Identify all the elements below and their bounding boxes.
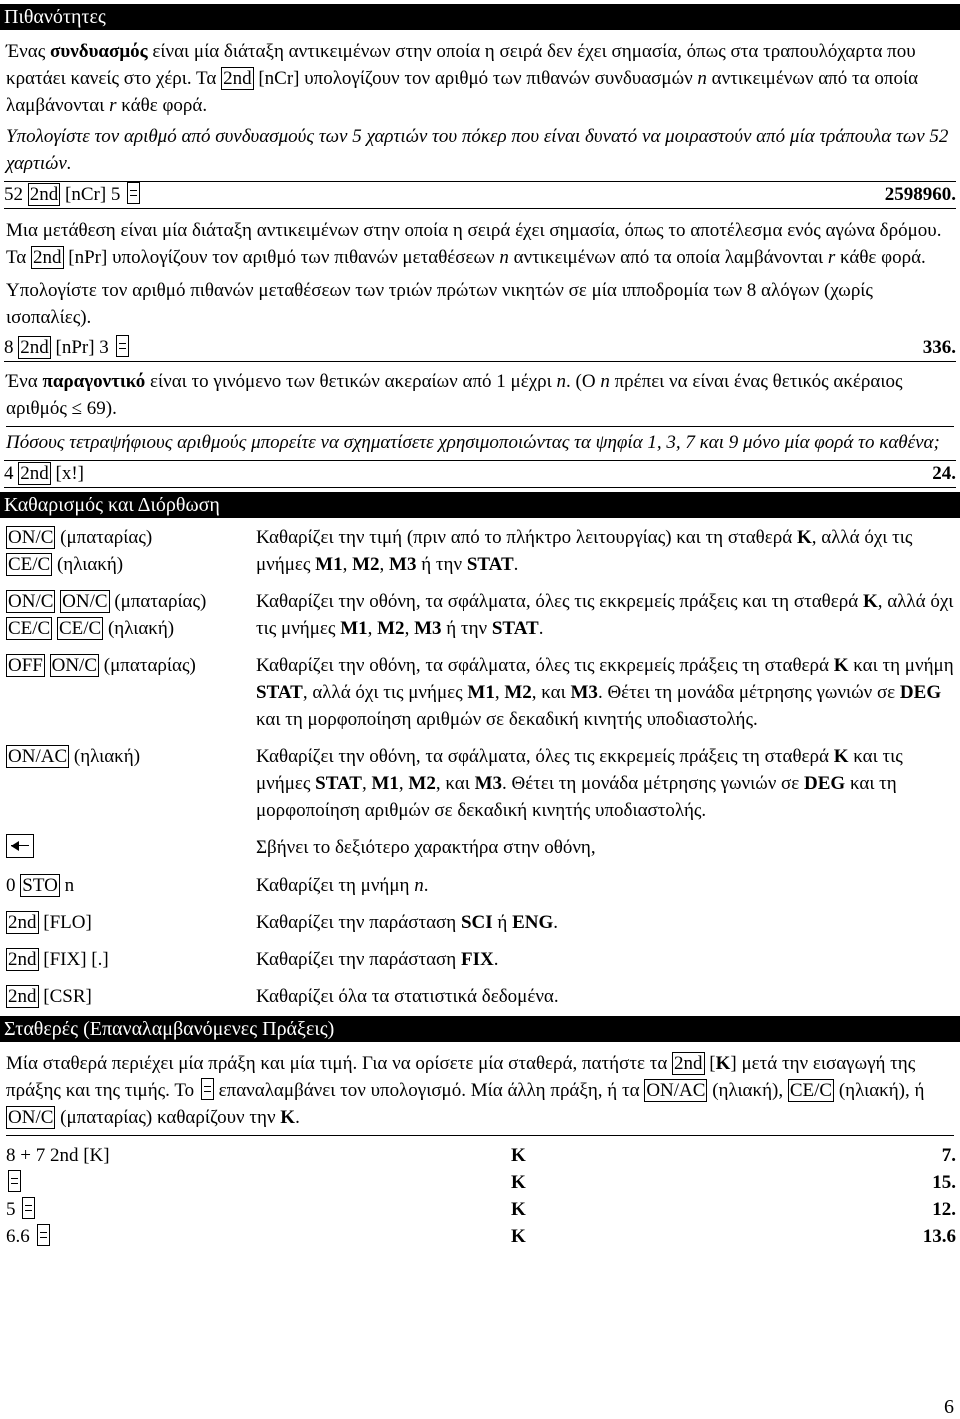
permutation-paragraph: Μια μετάθεση είναι μία διάταξη αντικειμένων στην οποία η σειρά έχει σημασία, όπως το αποτέλεσμα ενός αγώνα δρόμου. Τα 2nd [nPr] υπολογίζουν τον αριθμό των πιθανών μεταθέσεων n αντικειμένων από τα οποία λαμβάνονται r κάθε φορά. — [6, 220, 942, 268]
calc-result: 24. — [932, 463, 956, 484]
key-on-c: ON/C — [51, 655, 98, 676]
backspace-arrow-icon — [6, 834, 34, 858]
factorial-paragraph: Ένα παραγοντικό είναι το γινόμενο των θετικών ακεραίων από 1 μέχρι n. (Ο n πρέπει να είναι ένας θετικός ακέραιος αριθμός ≤ 69). — [6, 371, 903, 419]
clear-row-description: Καθαρίζει τη μνήμη n. — [256, 875, 429, 896]
clear-row: 2nd [FLO] Καθαρίζει την παράσταση SCI ή ENG. — [6, 909, 956, 936]
clear-row: ON/AC (ηλιακή) Καθαρίζει την οθόνη, τα σφάλματα, όλες τις εκκρεμείς πράξεις τη σταθερά K και τις μνήμες STAT, M1, M2, και M3. Θέτει τη μονάδα μέτρησης γωνιών σε DEG και τη μορφοποίηση αριθμών σε δεκαδική κινητής υποδιαστολής. — [6, 743, 956, 824]
clear-row: 2nd [FIX] [.] Καθαρίζει την παράσταση FIX. — [6, 946, 956, 973]
constants-row: 8 + 7 2nd [K] K 7. — [6, 1145, 956, 1166]
calc-result: 2598960. — [884, 184, 956, 205]
permutation-calc-row: 8 2nd [nPr] 3 336. — [4, 335, 956, 362]
combination-paragraph: Ένας συνδυασμός είναι μία διάταξη αντικειμένων στην οποία η σειρά δεν έχει σημασία, όπως στα τραπουλόχαρτα που κρατάει κανείς στο χέρι. Τα 2nd [nCr] υπολογίζουν τον αριθμό των πιθανών συνδυασμών n αντικειμένων από τα οποία λαμβάνονται r κάθε φορά. — [6, 41, 919, 116]
key-2nd: 2nd — [33, 247, 62, 268]
clear-row-description: Σβήνει το δεξιότερο χαρακτήρα στην οθόνη, — [256, 837, 596, 858]
clear-row: OFF ON/C (μπαταρίας) Καθαρίζει την οθόνη, τα σφάλματα, όλες τις εκκρεμείς πράξεις τη σταθερά K και τη μνήμη STAT, αλλά όχι τις μνήμες M1, M2, και M3. Θέτει τη μονάδα μέτρησης γωνιών σε DEG και τη μορφοποίηση αριθμών σε δεκαδική κινητής υποδιαστολής. — [6, 652, 956, 733]
factorial-example: Πόσους τετραψήφιους αριθμούς μπορείτε να σχηματίσετε χρησιμοποιώντας τα ψηφία 1, 3, 7 και 9 μόνο μία φορά το καθένα; — [6, 426, 954, 456]
equals-key-icon — [8, 1170, 21, 1192]
permutation-example: Υπολογίστε τον αριθμό πιθανών μεταθέσεων των τριών πρώτων νικητών σε μία ιπποδρομία των 8 αλόγων (χωρίς ισοπαλίες). — [6, 280, 873, 328]
factorial-calc-row: 4 2nd [x!] 24. — [4, 460, 956, 488]
equals-key-icon — [201, 1078, 214, 1100]
constants-row: 6.6 K 13.6 — [6, 1226, 956, 1247]
key-ce-c: CE/C — [789, 1080, 833, 1101]
equals-key-icon — [116, 335, 129, 357]
combination-example: Υπολογίστε τον αριθμό από συνδυασμούς των 5 χαρτιών του πόκερ που είναι δυνατό να μοιραστούν από μία τράπουλα των 52 χαρτιών. — [6, 126, 949, 174]
constants-row: K 15. — [6, 1169, 956, 1196]
key-ce-c: CE/C — [8, 618, 51, 639]
key-on-c: ON/C — [62, 591, 108, 612]
equals-key-icon — [22, 1197, 35, 1219]
clear-row-description: Καθαρίζει την οθόνη, τα σφάλματα, όλες τις εκκρεμείς πράξεις και τη σταθερά K, αλλά όχι τις μνήμες M1, M2, M3 ή την STAT. — [256, 591, 954, 639]
key-off: OFF — [8, 655, 43, 676]
clear-row: ON/C (μπαταρίας) CE/C (ηλιακή) Καθαρίζει την τιμή (πριν από το πλήκτρο λειτουργίας) και τη σταθερά K, αλλά όχι τις μνήμες M1, M2, M3 ή την STAT. — [6, 524, 956, 578]
clear-row-description: Καθαρίζει την οθόνη, τα σφάλματα, όλες τις εκκρεμείς πράξεις τη σταθερά K και τη μνήμη STAT, αλλά όχι τις μνήμες M1, M2, και M3. Θέτει τη μονάδα μέτρησης γωνιών σε DEG και τη μορφοποίηση αριθμών σε δεκαδική κινητής υποδιαστολής. — [256, 655, 954, 730]
key-2nd: 2nd — [8, 986, 37, 1007]
constants-example-table — [6, 1142, 956, 1250]
key-on-c: ON/C — [8, 591, 54, 612]
clear-row: 2nd [CSR] Καθαρίζει όλα τα στατιστικά δεδομένα. — [6, 983, 956, 1010]
clear-row-description: Καθαρίζει την τιμή (πριν από το πλήκτρο λειτουργίας) και τη σταθερά K, αλλά όχι τις μνήμες M1, M2, M3 ή την STAT. — [256, 527, 913, 575]
constants-intro: Μία σταθερά περιέχει μία πράξη και μία τιμή. Για να ορίσετε μία σταθερά, πατήστε τα 2nd [K] μετά την εισαγωγή της πράξης και της τιμής. Το επαναλαμβάνει τον υπολογισμό. Μία άλλη πράξη, ή τα ON/AC (ηλιακή), CE/C (ηλιακή), ή ON/C (μπαταρίας) καθαρίζουν την K. — [6, 1050, 954, 1136]
key-2nd: 2nd — [8, 949, 37, 970]
key-2nd: 2nd — [29, 184, 59, 205]
section-header-constants: Σταθερές (Επαναλαμβανόμενες Πράξεις) — [0, 1016, 960, 1042]
constants-row: 5 K 12. — [6, 1199, 956, 1220]
clear-row — [6, 834, 956, 862]
clear-row: 0 STO n Καθαρίζει τη μνήμη n. — [6, 872, 956, 899]
combination-calc-row: 52 2nd [nCr] 5 2598960. — [4, 181, 956, 209]
key-2nd: 2nd — [674, 1053, 703, 1074]
key-2nd: 2nd — [8, 912, 37, 933]
key-2nd: 2nd — [20, 337, 49, 358]
key-on-c: ON/C — [8, 1107, 54, 1128]
key-2nd: 2nd — [20, 463, 49, 484]
calc-result: 336. — [922, 337, 956, 358]
key-on-ac: ON/AC — [646, 1080, 706, 1101]
key-sto: STO — [22, 875, 58, 896]
key-on-ac: ON/AC — [8, 746, 68, 767]
key-ce-c: CE/C — [8, 554, 51, 575]
term-factorial: παραγοντικό — [42, 371, 146, 392]
section-header-probability: Πιθανότητες — [0, 4, 960, 30]
section-header-clearing: Καθαρισμός και Διόρθωση — [0, 492, 960, 518]
clear-row-description: Καθαρίζει την παράσταση SCI ή ENG. — [256, 912, 559, 933]
equals-key-icon — [127, 182, 140, 204]
term-combination: συνδυασμός — [50, 41, 148, 62]
clear-row: ON/C ON/C (μπαταρίας) CE/C CE/C (ηλιακή) Καθαρίζει την οθόνη, τα σφάλματα, όλες τις εκκρεμείς πράξεις και τη σταθερά K, αλλά όχι τις μνήμες M1, M2, M3 ή την STAT. — [6, 588, 956, 642]
clearing-table — [6, 524, 956, 1010]
equals-key-icon — [37, 1224, 50, 1246]
key-on-c: ON/C — [8, 527, 54, 548]
clear-row-description: Καθαρίζει όλα τα στατιστικά δεδομένα. — [256, 986, 559, 1007]
key-ce-c: CE/C — [58, 618, 102, 639]
key-2nd: 2nd — [223, 68, 252, 89]
clear-row-description: Καθαρίζει την παράσταση FIX. — [256, 949, 499, 970]
page-number: 6 — [944, 1396, 954, 1418]
clear-row-description: Καθαρίζει την οθόνη, τα σφάλματα, όλες τις εκκρεμείς πράξεις τη σταθερά K και τις μνήμες STAT, M1, M2, και M3. Θέτει τη μονάδα μέτρησης γωνιών σε DEG και τη μορφοποίηση αριθμών σε δεκαδική κινητής υποδιαστολής. — [256, 746, 903, 821]
